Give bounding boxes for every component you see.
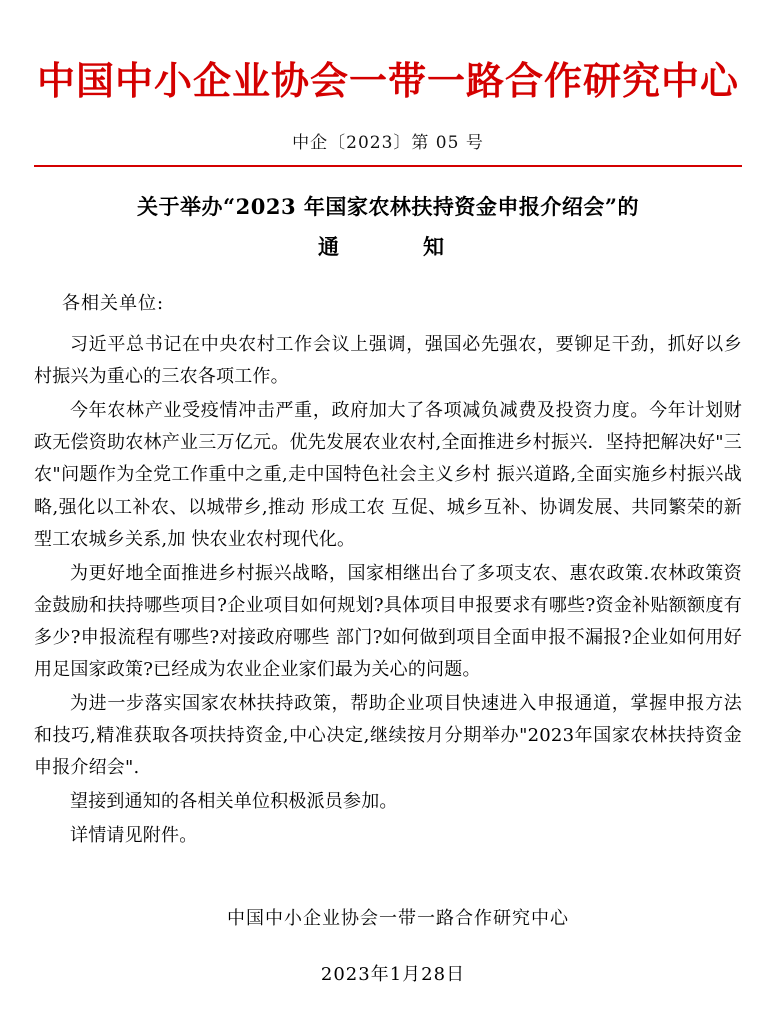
document-title-line-2: 通 知 [318, 234, 458, 260]
document-number: 中企〔2023〕第 05 号 [292, 132, 484, 153]
body-paragraph: 为更好地全面推进乡村振兴战略，国家相继出台了多项支农、惠农政策.农林政策资金鼓励和扶持哪些项目?企业项目如何规划?具体项目申报要求有哪些?资金补贴额额度有多少?申报流程有哪些?对接政府哪些 部门?如何做到项目全面申报不漏报?企业如何用好用足国家政策?已经成为农业企业家们最为关心的问题。 [34, 562, 742, 680]
signature-date: 2023年1月28日 [320, 963, 466, 985]
document-header-organization: 中国中小企业协会一带一路合作研究中心 [36, 58, 739, 103]
body-paragraph: 为进一步落实国家农林扶持政策，帮助企业项目快速进入申报通道，掌握申报方法和技巧,精准获取各项扶持资金,中心决定,继续按月分期举办"2023年国家农林扶持资金申报介绍会". [34, 692, 742, 778]
body-paragraph: 习近平总书记在中央农村工作会议上强调，强国必先强农，要铆足干劲，抓好以乡村振兴为重心的三农各项工作。 [34, 334, 742, 388]
body-paragraph: 详情请见附件。 [70, 824, 198, 846]
body-paragraph: 今年农林产业受疫情冲击严重，政府加大了各项减负减费及投资力度。今年计划财政无偿资助农林产业三万亿元。优先发展农业农村,全面推进乡村振兴．坚持把解决好"三农"问题作为全党工作重中之重,走中国特色社会主义乡村 振兴道路,全面实施乡村振兴战略,强化以工补农、以城带乡,推动 形成工农 互促、城乡互补、协调发展、共同繁荣的新型工农城乡关系,加 快农业农村现代化。 [34, 400, 742, 550]
signature-organization: 中国中小企业协会一带一路合作研究中心 [227, 907, 569, 929]
red-divider-rule [34, 165, 742, 167]
document-body [34, 329, 742, 852]
body-paragraph: 望接到通知的各相关单位积极派员参加。 [70, 790, 398, 812]
document-salutation: 各相关单位: [62, 293, 165, 315]
document-title-line-1: 关于举办“2023 年国家农林扶持资金申报介绍会”的 [137, 193, 639, 219]
